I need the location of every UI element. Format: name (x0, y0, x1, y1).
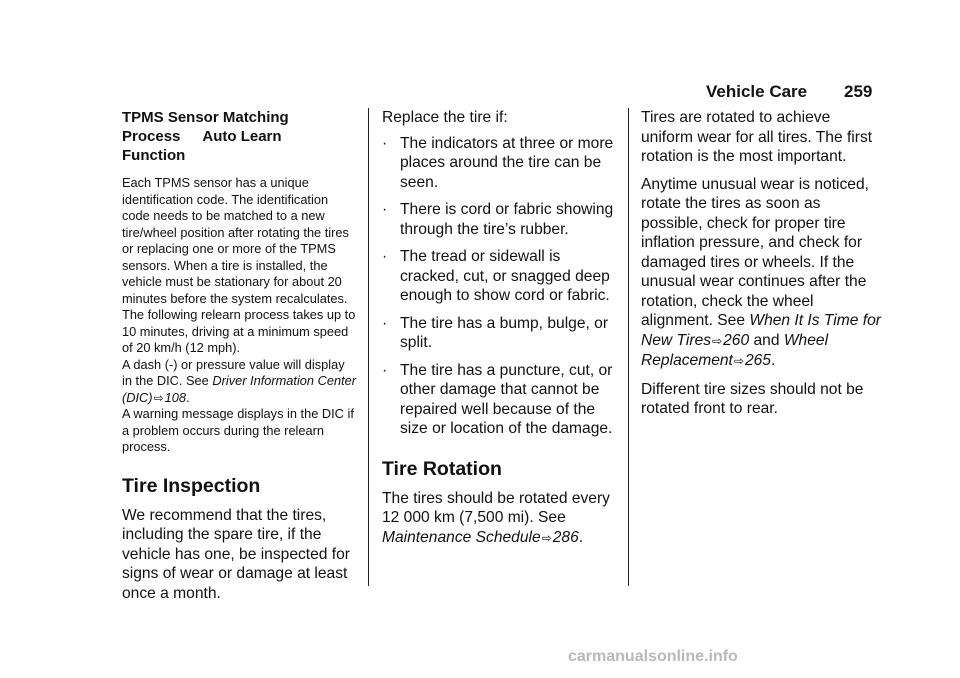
page-reference[interactable]: 265 (744, 352, 771, 369)
page-ref-arrow-icon: ⇨ (541, 530, 552, 545)
bullet-icon: · (382, 361, 388, 379)
paragraph: The tires should be rotated every 12 000 km (7,500 mi). See Maintenance Schedule⇨286. (382, 489, 610, 546)
paragraph: Each TPMS sensor has a unique identification code. The identification code needs to be matched to a new tire/wheel position after rotating the tires or replacing one or more of the TPMS sensors. When a tire is installed, the vehicle must be stationary for about 20 minutes before the system recalculates. The following relearn process takes up to 10 minutes, driving at a minimum speed of 20 km/h (12 mph). (122, 175, 356, 355)
subsection-heading: TPMS Sensor Matching Process Auto Learn Function (122, 109, 289, 164)
page-reference[interactable]: 108 (164, 389, 186, 405)
page-reference[interactable]: 260 (723, 331, 750, 349)
list-item: · The tire has a puncture, cut, or other damage that cannot be repaired well because of the size or location of the damage. (382, 361, 613, 437)
section-heading: Tire Inspection (122, 474, 261, 497)
paragraph: Anytime unusual wear is noticed, rotate the tires as soon as possible, check for proper tire inflation pressure, and check for damaged tires or wheels. If the unusual wear continues after the rotation, check the wheel alignment. See When It Is Time for New Tires⇨260 and Wheel Replacement⇨265. (641, 175, 881, 369)
list-item: · The tread or sidewall is cracked, cut, or snagged deep enough to show cord or fabric. (382, 248, 610, 304)
column-divider (628, 108, 629, 586)
column-divider (368, 108, 369, 586)
column-2 (382, 108, 618, 556)
list-item: · The indicators at three or more places around the tire can be seen. (382, 134, 614, 191)
paragraph: A warning message displays in the DIC if a problem occurs during the relearn process. (122, 406, 354, 454)
paragraph: Different tire sizes should not be rotated front to rear. (641, 380, 864, 417)
bullet-icon: · (382, 201, 388, 218)
list-item: · The tire has a bump, bulge, or split. (382, 314, 609, 351)
column-3 (641, 108, 881, 427)
page-ref-arrow-icon: ⇨ (733, 354, 744, 368)
page-ref-arrow-icon: ⇨ (712, 333, 723, 348)
paragraph: Replace the tire if: (382, 109, 508, 126)
cross-reference-link[interactable]: Driver Information Center (DIC) (122, 373, 357, 405)
bullet-icon: · (382, 134, 388, 152)
bullet-icon: · (382, 248, 388, 265)
section-heading: Tire Rotation (382, 457, 502, 480)
column-1 (122, 108, 358, 611)
page-number: 259 (844, 82, 873, 101)
list-item: · There is cord or fabric showing through the tire’s rubber. (382, 201, 614, 238)
section-title: Vehicle Care (706, 82, 808, 101)
cross-reference-link[interactable]: Wheel Replacement (641, 331, 829, 369)
cross-reference-link[interactable]: Maintenance Schedule (382, 528, 541, 546)
bullet-icon: · (382, 314, 388, 332)
page-ref-arrow-icon: ⇨ (153, 390, 164, 405)
watermark: carmanualsonline.info (568, 648, 738, 665)
paragraph: Tires are rotated to achieve uniform wear for all tires. The first rotation is the most important. (641, 109, 873, 165)
paragraph: A dash (-) or pressure value will display in the DIC. See Driver Information Center (DIC)⇨108. (122, 356, 357, 405)
cross-reference-link[interactable]: When It Is Time for New Tires (641, 312, 881, 349)
page-reference[interactable]: 286 (552, 528, 579, 546)
paragraph: We recommend that the tires, including the spare tire, if the vehicle has one, be inspected for signs of wear or damage at least once a month. (122, 506, 350, 602)
